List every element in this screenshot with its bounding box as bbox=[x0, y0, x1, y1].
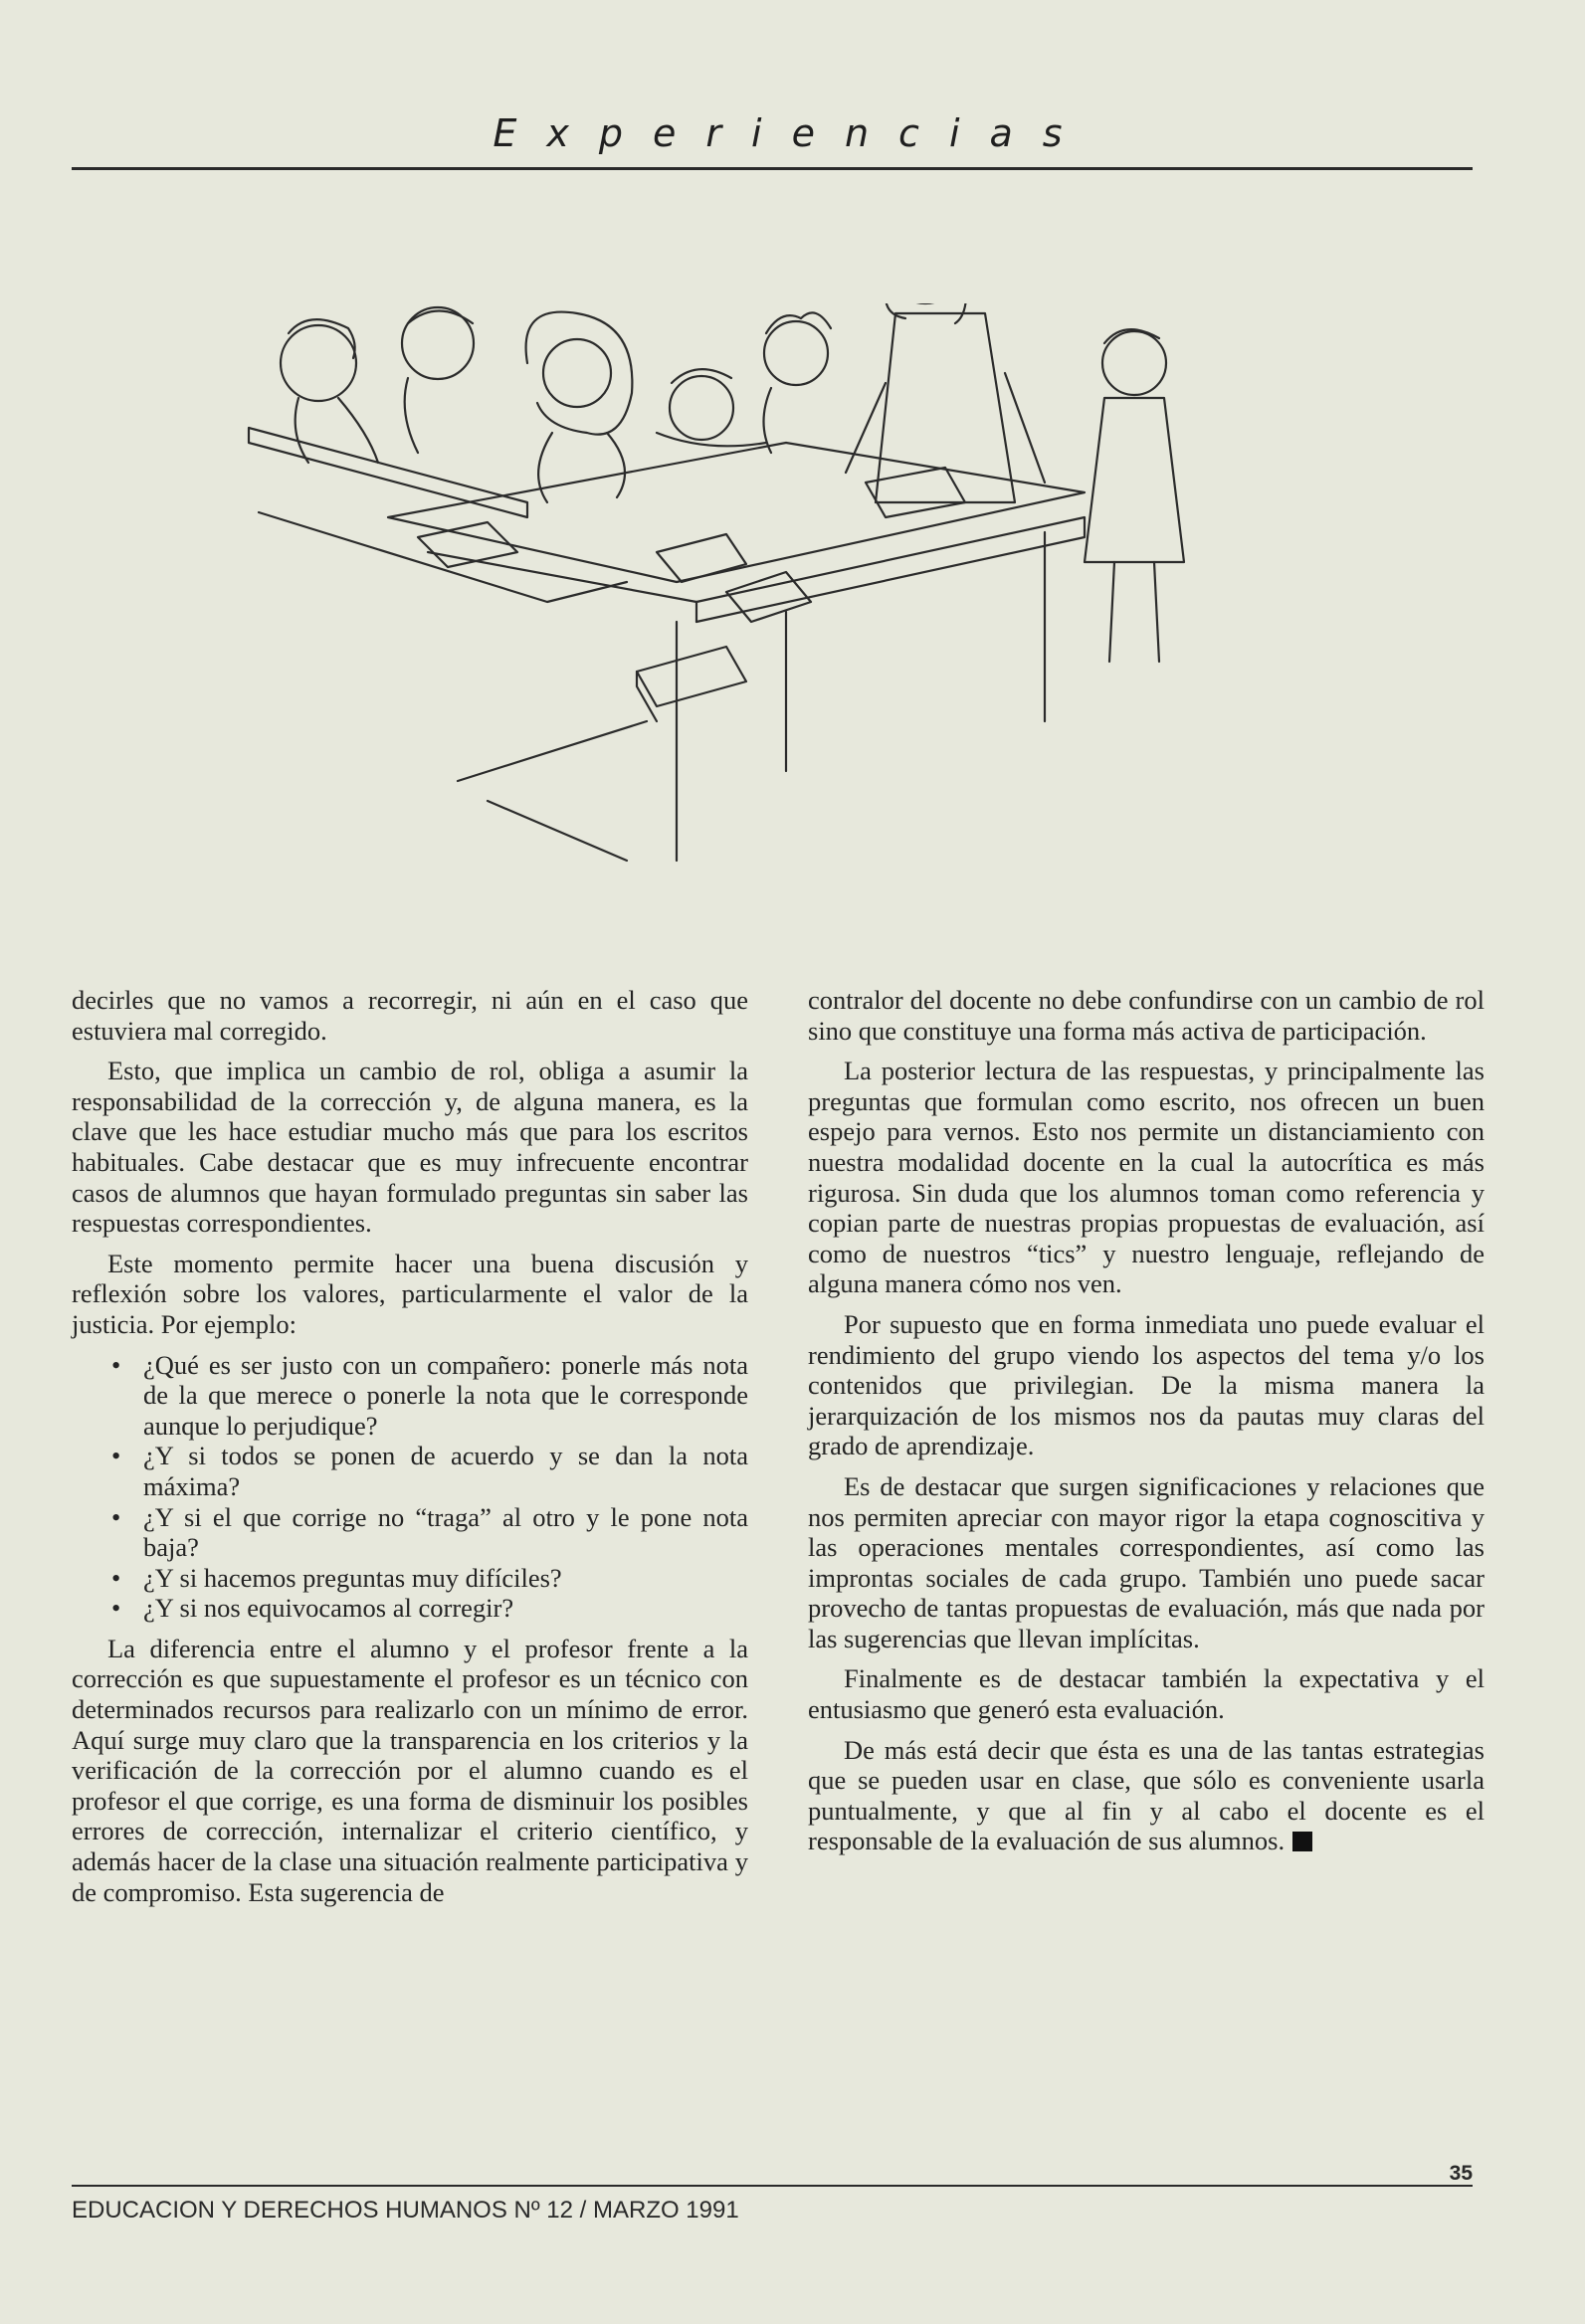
student-girl bbox=[526, 312, 633, 435]
page-number: 35 bbox=[1449, 2162, 1473, 2185]
paragraph-text: De más está decir que ésta es una de las tantas estrategias que se pueden usar en clase, que sólo es conveniente usarla puntualmente, y que al fin y al cabo el docente es el responsable de la evaluación de sus alumnos. bbox=[808, 1734, 1485, 1856]
list-item: • ¿Y si el que corrige no “traga” al otro y le pone nota baja? bbox=[111, 1502, 748, 1563]
paragraph: Esto, que implica un cambio de rol, obliga a asumir la responsabilidad de la corrección y, de alguna manera, es la clave que les hace estudiar mucho más que para los escritos habituales. Cabe destacar que es muy infrecuente encontrar casos de alumnos que hayan formulado preguntas sin saber las respuestas correspondientes. bbox=[72, 1056, 748, 1239]
paragraph: Es de destacar que surgen significaciones y relaciones que nos permiten apreciar con mayor rigor la etapa cognoscitiva y las operaciones mentales correspondientes, así como las improntas sociales de cada grupo. También uno puede sacar provecho de tantas propuestas de evaluación, más que nada por las sugerencias que llevan implícitas. bbox=[808, 1470, 1485, 1653]
question-list bbox=[72, 1350, 748, 1624]
footer-rule bbox=[72, 2185, 1473, 2187]
paragraph: La diferencia entre el alumno y el profesor frente a la corrección es que supuestamente el profesor es un técnico con determinados recursos para realizarlo con un mínimo de error. Aquí surge muy claro que la transparencia en los criterios y la verificación de la corrección por el alumno cuando es el profesor el que corrige, es una forma de disminuir los posibles errores de corrección, internalizar el criterio científico, y además hacer de la clase una situación realmente participativa y de compromiso. Esta sugerencia de bbox=[72, 1633, 748, 1907]
right-column bbox=[808, 985, 1485, 1866]
list-item: • ¿Y si nos equivocamos al corregir? bbox=[111, 1593, 748, 1624]
desk-row bbox=[249, 428, 527, 517]
list-item: • ¿Y si hacemos preguntas muy difíciles? bbox=[111, 1563, 748, 1594]
paragraph-final bbox=[808, 1735, 1485, 1856]
publication-footer: EDUCACION Y DERECHOS HUMANOS Nº 12 / MARZO 1991 bbox=[72, 2197, 739, 2224]
paragraph: La posterior lectura de las respuestas, y principalmente las preguntas que formulan como escrito, nos ofrecen un buen espejo para vernos. Esto nos permite un distanciamiento con nuestra modalidad docente en la cual la autocrítica es más rigurosa. Sin duda que los alumnos toman como referencia y copian parte de nuestras propias propuestas de evaluación, así como de nuestros “tics” y nuestro lenguaje, reflejando de alguna manera cómo nos ven. bbox=[808, 1056, 1485, 1299]
paragraph: contralor del docente no debe confundirse con un cambio de rol sino que constituye una forma más activa de participación. bbox=[808, 985, 1485, 1046]
section-title: Experiencias bbox=[493, 111, 1092, 155]
student-head bbox=[281, 325, 356, 401]
paragraph: decirles que no vamos a recorregir, ni aún en el caso que estuviera mal corregido. bbox=[72, 985, 748, 1046]
left-column bbox=[72, 985, 748, 1917]
list-item: • ¿Y si todos se ponen de acuerdo y se dan la nota máxima? bbox=[111, 1441, 748, 1501]
list-item: • ¿Qué es ser justo con un compañero: ponerle más nota de la que merece o ponerle la nota que le corresponde aunque lo perjudique? bbox=[111, 1350, 748, 1442]
end-of-article-mark bbox=[1292, 1832, 1312, 1851]
paragraph: Finalmente es de destacar también la expectativa y el entusiasmo que generó esta evaluación. bbox=[808, 1663, 1485, 1725]
paragraph: Este momento permite hacer una buena discusión y reflexión sobre los valores, particularmente el valor de la justicia. Por ejemplo: bbox=[72, 1248, 748, 1339]
header-rule bbox=[72, 167, 1473, 170]
classroom-illustration bbox=[229, 303, 1274, 920]
paragraph: Por supuesto que en forma inmediata uno puede evaluar el rendimiento del grupo viendo los aspectos del tema y/o los contenidos que privilegian. De la misma manera la jerarquización de los mismos nos da pautas muy claras del grado de aprendizaje. bbox=[808, 1308, 1485, 1461]
